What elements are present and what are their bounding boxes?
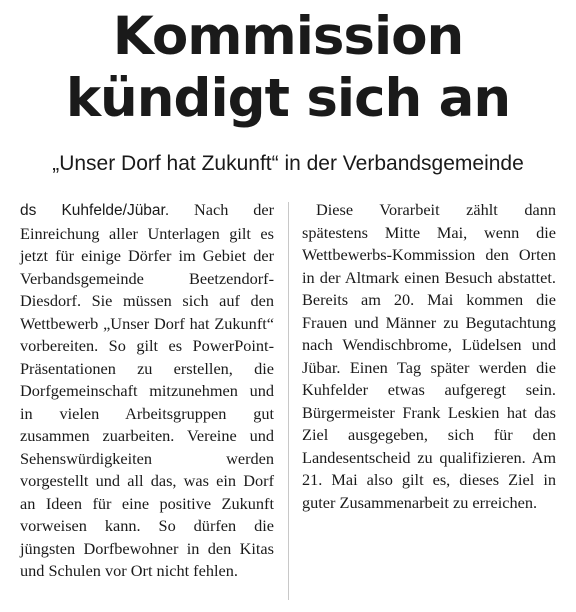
article-column-left	[20, 199, 274, 583]
headline-line-1: Kommission	[112, 6, 464, 67]
paragraph-2: Diese Vorarbeit zählt dann spätestens Mitte Mai, wenn die Wettbewerbs-Kommission den Orten in der Altmark einen Besuch abstattet. Bereits am 20. Mai kommen die Frauen und Männer zu Begutachtung nach Wendischbrome, Lüdelsen und Jübar. Einen Tag später werden die Kuhfelder etwas aufgeregt sein. Bürgermeister Frank Leskien hat das Ziel ausgegeben, sich für den Landesentscheid zu qualifizieren. Am 21. Mai also gilt es, dieses Ziel in guter Zusammenarbeit zu erreichen.	[302, 200, 556, 512]
headline	[0, 6, 576, 130]
headline-line-2: kündigt sich an	[65, 68, 511, 129]
paragraph-1	[20, 199, 274, 583]
column-divider	[288, 202, 289, 600]
paragraph-1-text: Nach der Einreichung aller Unterlagen gilt es jetzt für einige Dörfer im Gebiet der Verbandsgemeinde Beetzendorf-Diesdorf. Sie müssen sich auf den Wettbewerb „Unser Dorf hat Zukunft“ vorbereiten. So gilt es PowerPoint-Präsentationen zu erstellen, die Dorfgemeinschaft mitzunehmen und in vielen Arbeitsgruppen gut zusammen zuarbeiten. Vereine und Sehenswürdigkeiten werden vorgestellt und all das, was ein Dorf an Ideen für eine positive Zukunft vorweisen kann. So dürfen die jüngsten Dorfbewohner in den Kitas und Schulen vor Ort nicht fehlen.	[20, 200, 274, 580]
dateline: ds Kuhfelde/Jübar.	[20, 202, 170, 219]
article-column-right	[302, 199, 556, 514]
subheadline: „Unser Dorf hat Zukunft“ in der Verbandsgemeinde	[52, 152, 524, 175]
